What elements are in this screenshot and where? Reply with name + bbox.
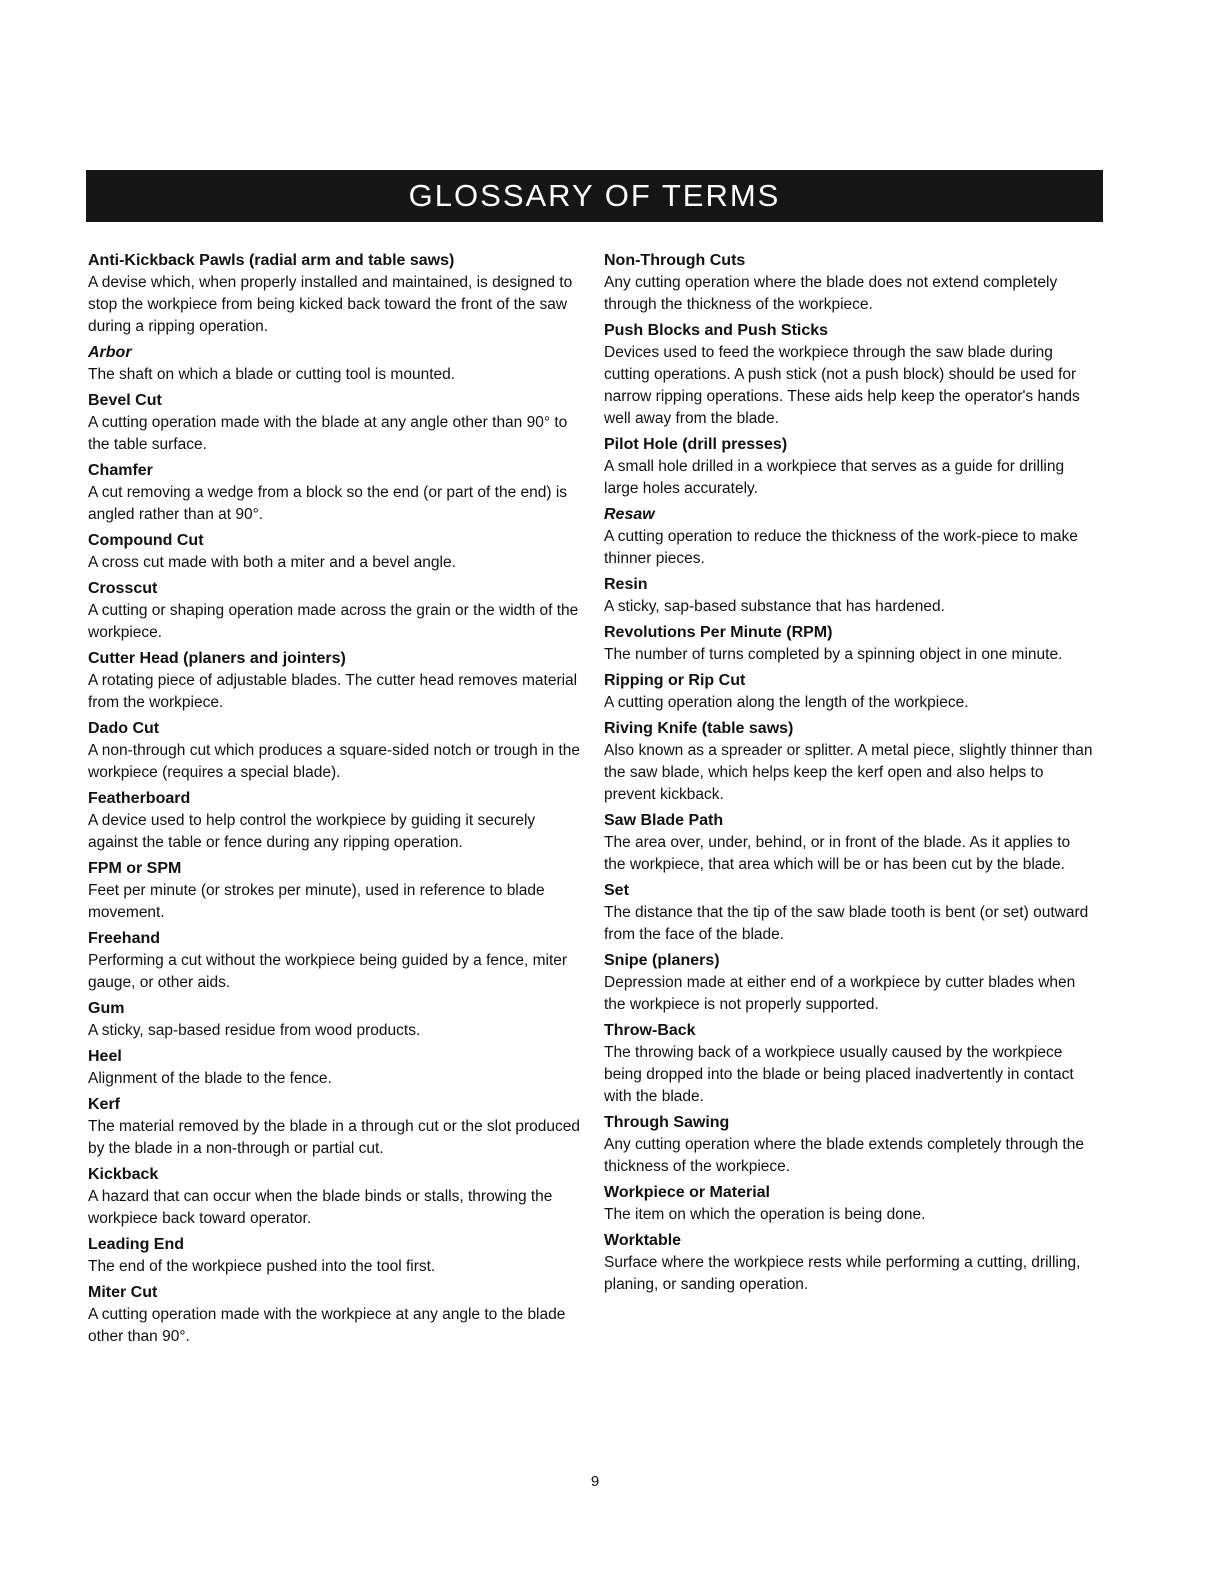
glossary-definition: A cutting operation made with the workpiece at any angle to the blade other than 90°. [88,1306,566,1345]
glossary-definition: The number of turns completed by a spinning object in one minute. [604,646,1063,663]
glossary-term: Ripping or Rip Cut [604,672,746,689]
glossary-definition: Any cutting operation where the blade does not extend completely through the thickness of the workpiece. [604,274,1058,313]
glossary-term: Compound Cut [88,532,204,549]
glossary-entry [88,1094,580,1160]
glossary-term: Resin [604,576,648,593]
glossary-definition: A device used to help control the workpiece by guiding it securely against the table or fence during any ripping operation. [88,812,536,851]
glossary-definition: Performing a cut without the workpiece being guided by a fence, miter gauge, or other aids. [88,952,568,991]
glossary-term: Set [604,882,629,899]
glossary-entry [604,718,1096,806]
glossary-entry [604,1230,1096,1296]
glossary-term: Cutter Head (planers and jointers) [88,650,346,667]
glossary-entry [604,320,1096,430]
glossary-entry [604,950,1096,1016]
glossary-term: Freehand [88,930,161,947]
glossary-entry [88,530,580,574]
glossary-entry [604,250,1096,316]
glossary-definition: A cross cut made with both a miter and a bevel angle. [88,554,456,571]
glossary-term: Featherboard [88,790,191,807]
glossary-entry [88,250,580,338]
glossary-definition: Depression made at either end of a workpiece by cutter blades when the workpiece is not properly supported. [604,974,1076,1013]
glossary-entry [604,434,1096,500]
glossary-definition: A sticky, sap-based residue from wood products. [88,1022,421,1039]
glossary-definition: The item on which the operation is being done. [604,1206,926,1223]
glossary-entry [604,574,1096,618]
glossary-entry [604,1020,1096,1108]
page-title: GLOSSARY OF TERMS [408,178,781,213]
glossary-term: Push Blocks and Push Sticks [604,322,829,339]
glossary-term: Bevel Cut [88,392,162,409]
glossary-term: Chamfer [88,462,153,479]
glossary-entry [604,504,1096,570]
glossary-term: Heel [88,1048,122,1065]
glossary-definition: A cut removing a wedge from a block so the end (or part of the end) is angled rather than at 90°. [88,484,568,523]
glossary-term: Saw Blade Path [604,812,724,829]
glossary-entry [88,1046,580,1090]
glossary-entry [88,390,580,456]
glossary-term: Revolutions Per Minute (RPM) [604,624,833,641]
glossary-entry [88,998,580,1042]
glossary-term: Dado Cut [88,720,160,737]
glossary-term: Resaw [604,506,655,523]
glossary-term: Snipe (planers) [604,952,720,969]
glossary-entry [604,1182,1096,1226]
glossary-definition: The end of the workpiece pushed into the tool first. [88,1258,436,1275]
glossary-term: Miter Cut [88,1284,158,1301]
glossary-definition: A devise which, when properly installed and maintained, is designed to stop the workpiece from being kicked back toward the front of the saw during a ripping operation. [88,274,573,335]
glossary-definition: Alignment of the blade to the fence. [88,1070,332,1087]
page-number: 9 [590,1473,600,1490]
glossary-entry [88,928,580,994]
glossary-entry [88,648,580,714]
glossary-definition: The distance that the tip of the saw blade tooth is bent (or set) outward from the face of the blade. [604,904,1089,943]
glossary-entry [88,460,580,526]
glossary-term: Riving Knife (table saws) [604,720,794,737]
glossary-entry [604,810,1096,876]
glossary-definition: The area over, under, behind, or in front of the blade. As it applies to the workpiece, that area which will be or has been cut by the blade. [604,834,1071,873]
glossary-entry [604,670,1096,714]
glossary-right-column [604,250,1096,1300]
glossary-term: Pilot Hole (drill presses) [604,436,788,453]
glossary-term: Arbor [88,344,132,361]
glossary-definition: A small hole drilled in a workpiece that serves as a guide for drilling large holes accurately. [604,458,1065,497]
glossary-entry [88,718,580,784]
glossary-definition: The shaft on which a blade or cutting tool is mounted. [88,366,456,383]
glossary-definition: Also known as a spreader or splitter. A metal piece, slightly thinner than the saw blade, which helps keep the kerf open and also helps to prevent kickback. [604,742,1093,803]
glossary-definition: A cutting or shaping operation made across the grain or the width of the workpiece. [88,602,579,641]
glossary-entry [604,1112,1096,1178]
glossary-entry [604,622,1096,666]
glossary-entry [88,342,580,386]
glossary-term: Through Sawing [604,1114,730,1131]
glossary-term: Non-Through Cuts [604,252,746,269]
glossary-term: Anti-Kickback Pawls (radial arm and table saws) [88,252,455,269]
glossary-term: Worktable [604,1232,682,1249]
glossary-left-column [88,250,580,1352]
glossary-term: Kerf [88,1096,121,1113]
glossary-term: Leading End [88,1236,184,1253]
glossary-definition: A cutting operation made with the blade at any angle other than 90° to the table surface. [88,414,568,453]
glossary-definition: Devices used to feed the workpiece through the saw blade during cutting operations. A push stick (not a push block) should be used for narrow ripping operations. These aids help keep the operator's hands well away from the blade. [604,344,1080,427]
glossary-definition: Feet per minute (or strokes per minute), used in reference to blade movement. [88,882,545,921]
glossary-entry [88,1234,580,1278]
glossary-entry [604,880,1096,946]
glossary-definition: A hazard that can occur when the blade binds or stalls, throwing the workpiece back toward operator. [88,1188,553,1227]
glossary-term: FPM or SPM [88,860,182,877]
glossary-term: Throw-Back [604,1022,696,1039]
glossary-definition: A cutting operation along the length of the workpiece. [604,694,969,711]
glossary-entry [88,578,580,644]
glossary-entry [88,858,580,924]
glossary-definition: The material removed by the blade in a through cut or the slot produced by the blade in a non-through or partial cut. [88,1118,580,1157]
glossary-term: Gum [88,1000,125,1017]
glossary-entry [88,1282,580,1348]
glossary-definition: Any cutting operation where the blade extends completely through the thickness of the workpiece. [604,1136,1084,1175]
glossary-definition: A rotating piece of adjustable blades. The cutter head removes material from the workpiece. [88,672,578,711]
glossary-definition: A non-through cut which produces a square-sided notch or trough in the workpiece (requires a special blade). [88,742,581,781]
glossary-definition: A sticky, sap-based substance that has hardened. [604,598,945,615]
glossary-definition: A cutting operation to reduce the thickness of the work-piece to make thinner pieces. [604,528,1078,567]
glossary-definition: Surface where the workpiece rests while performing a cutting, drilling, planing, or sanding operation. [604,1254,1081,1293]
glossary-entry [88,1164,580,1230]
glossary-term: Crosscut [88,580,158,597]
glossary-term: Kickback [88,1166,159,1183]
glossary-definition: The throwing back of a workpiece usually caused by the workpiece being dropped into the blade or being placed inadvertently in contact with the blade. [604,1044,1074,1105]
glossary-entry [88,788,580,854]
glossary-header-bar [86,170,1103,222]
glossary-term: Workpiece or Material [604,1184,770,1201]
